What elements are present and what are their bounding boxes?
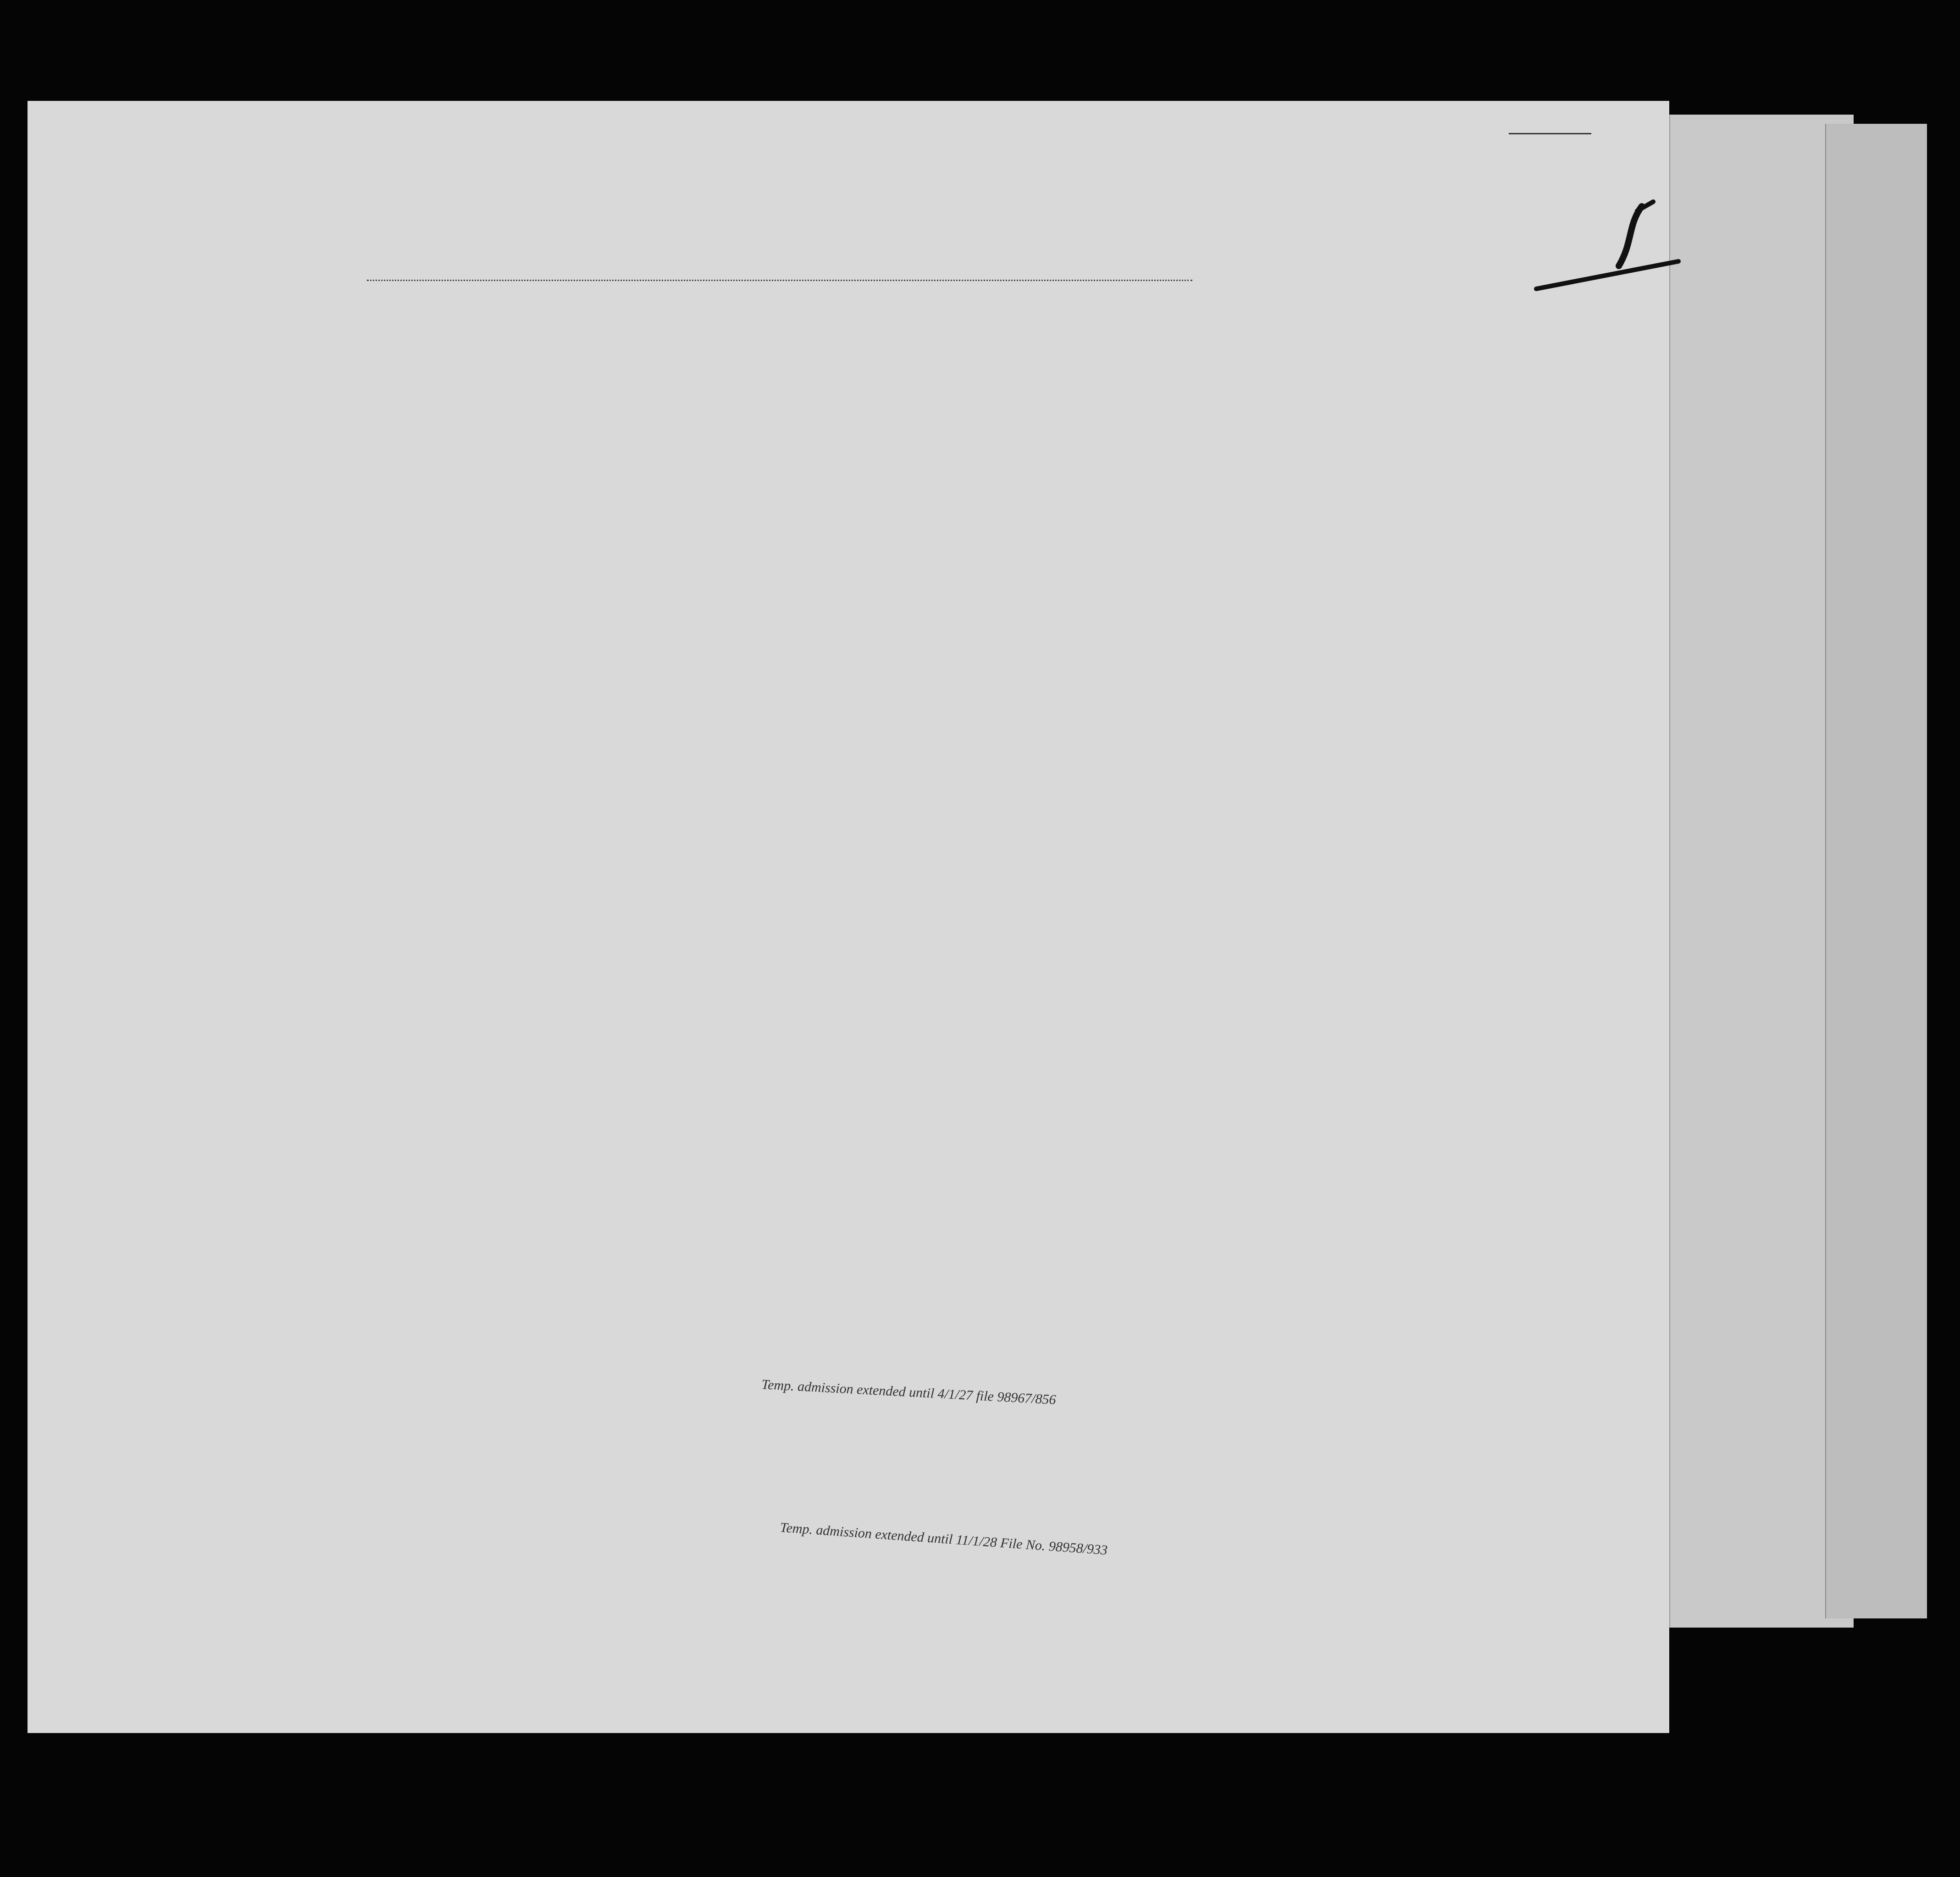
- handwritten-extension-note: Temp. admission extended until 4/1/27 file 98967/856: [761, 1377, 1057, 1408]
- handwritten-extension-note: Temp. admission extended until 11/1/28 File No. 98958/933: [779, 1520, 1108, 1558]
- list-line: [1509, 133, 1591, 134]
- adjacent-sheet-edge: [1825, 124, 1927, 1618]
- handwritten-one-mark: [1527, 197, 1683, 298]
- arriving-line: [367, 280, 1192, 281]
- manifest-sheet: [28, 101, 1669, 1733]
